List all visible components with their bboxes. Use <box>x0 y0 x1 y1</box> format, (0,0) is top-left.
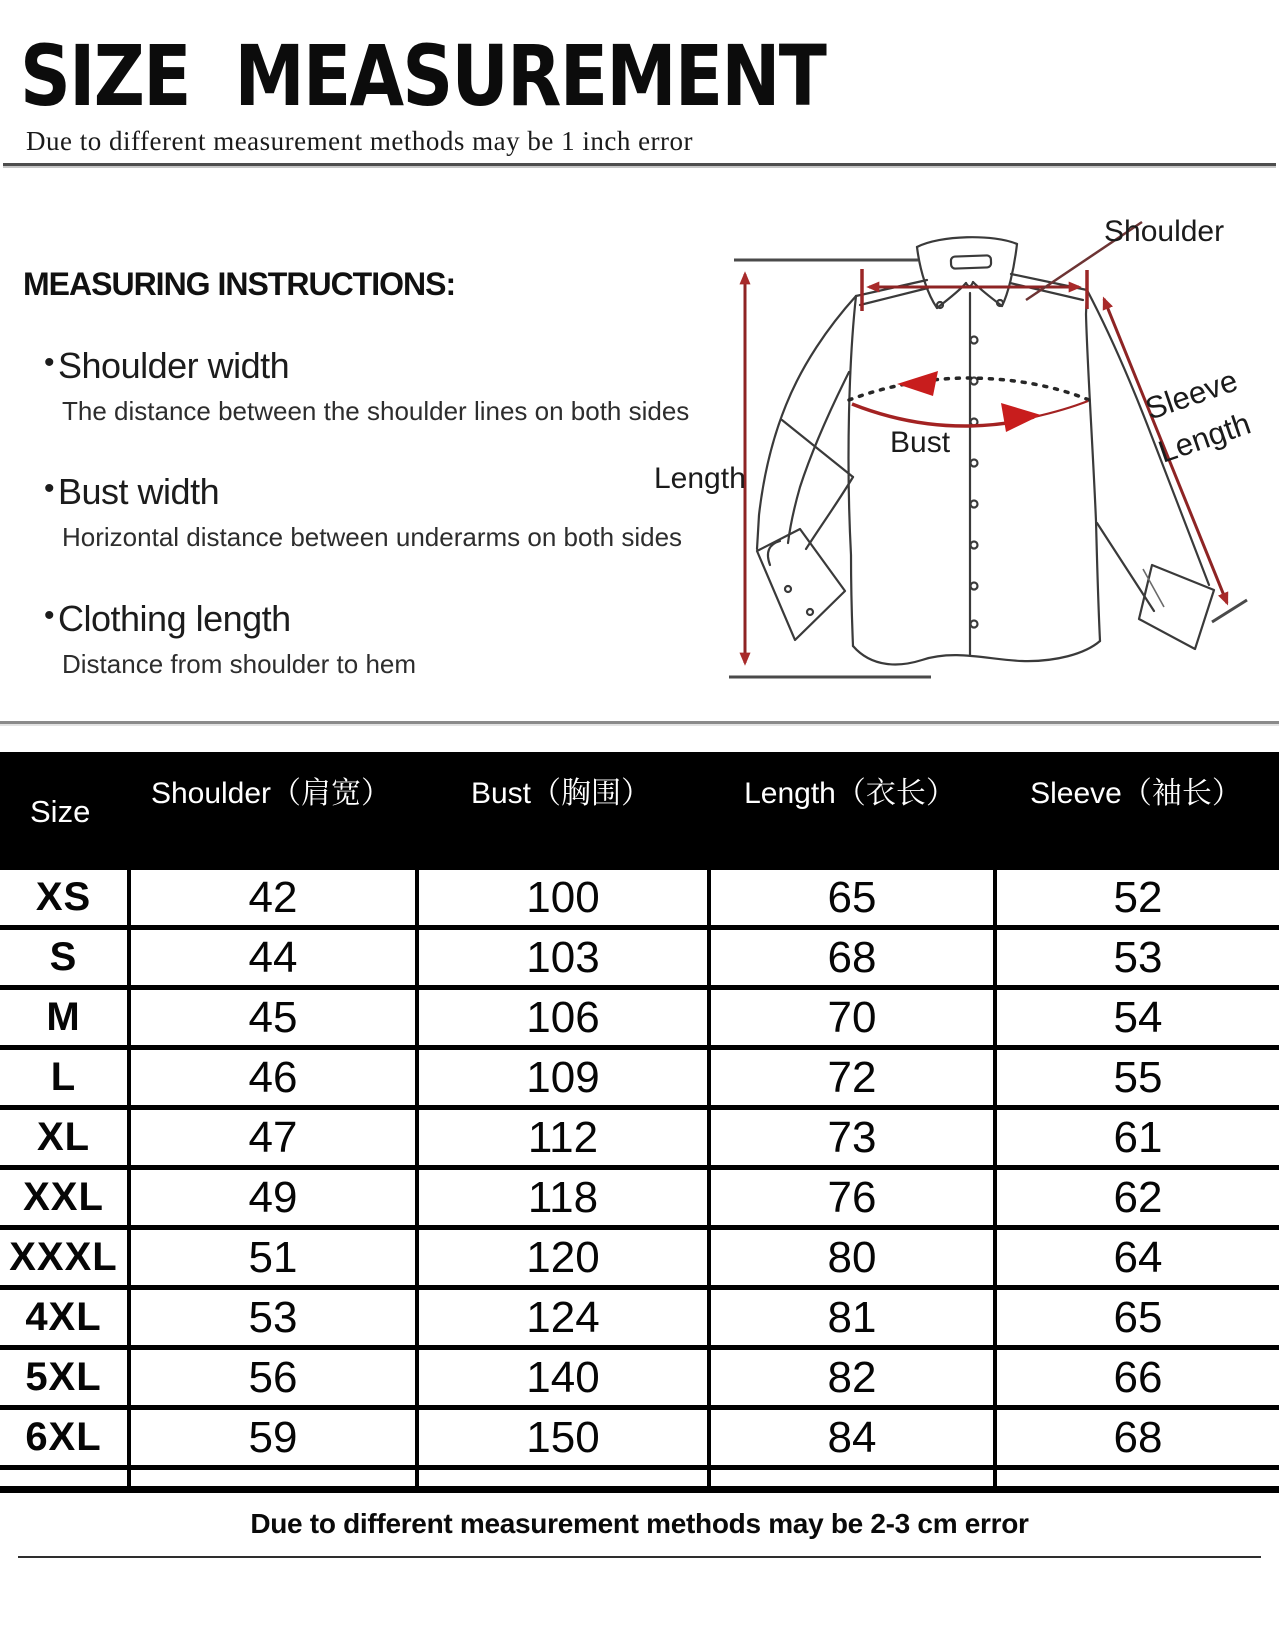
instruction-desc-length: Distance from shoulder to hem <box>62 649 417 679</box>
table-row <box>0 870 1279 930</box>
sleeve-cell: 61 <box>993 1110 1279 1165</box>
size-cell: XXL <box>23 1175 104 1219</box>
shoulder-cell: 51 <box>127 1230 415 1285</box>
divider-table-top <box>0 721 1279 726</box>
length-cell: 70 <box>707 990 993 1045</box>
sleeve-cell: 54 <box>993 990 1279 1045</box>
shoulder-cell: 45 <box>127 990 415 1045</box>
shoulder-cell: 56 <box>127 1350 415 1405</box>
instruction-term-shoulder <box>44 345 289 387</box>
bust-cell: 120 <box>415 1230 707 1285</box>
table-row <box>0 1410 1279 1470</box>
size-cell: 6XL <box>25 1415 102 1459</box>
shoulder-cell: 53 <box>127 1290 415 1345</box>
shoulder-cell: 42 <box>127 870 415 925</box>
size-cell: XS <box>35 875 92 919</box>
sleeve-cell: 53 <box>993 930 1279 985</box>
instruction-term-bust <box>44 471 219 513</box>
length-cell: 84 <box>707 1410 993 1465</box>
table-row <box>0 990 1279 1050</box>
instruction-desc-bust: Horizontal distance between underarms on both sides <box>62 522 683 552</box>
bust-cell: 109 <box>415 1050 707 1105</box>
instruction-term-label: Bust width <box>58 471 220 512</box>
size-table <box>0 870 1279 1493</box>
bullet-icon: • <box>44 346 55 379</box>
shirt-outline-drawing <box>757 237 1214 664</box>
shoulder-cell: 47 <box>127 1110 415 1165</box>
length-cell: 72 <box>707 1050 993 1105</box>
table-row <box>0 1110 1279 1170</box>
bullet-icon: • <box>44 472 55 505</box>
sleeve-cell: 68 <box>993 1410 1279 1465</box>
instruction-term-label: Clothing length <box>58 598 291 639</box>
bust-label: Bust <box>890 426 951 459</box>
size-cell: 5XL <box>25 1355 102 1399</box>
footer-note: Due to different measurement methods may be 2-3 cm error <box>250 1508 1029 1539</box>
length-cell: 65 <box>707 870 993 925</box>
shirt-measurement-diagram <box>598 175 1273 695</box>
length-measure-annotation <box>729 260 931 677</box>
size-cell: M <box>46 995 81 1039</box>
bust-cell: 103 <box>415 930 707 985</box>
size-cell: 4XL <box>25 1295 102 1339</box>
column-header-size: Size <box>30 794 91 829</box>
shoulder-cell: 49 <box>127 1170 415 1225</box>
bust-cell: 118 <box>415 1170 707 1225</box>
bust-cell: 106 <box>415 990 707 1045</box>
instruction-term-length <box>44 598 291 640</box>
table-row <box>0 1050 1279 1110</box>
table-row <box>0 1230 1279 1290</box>
sleeve-length-label-line2: Length <box>1153 405 1255 470</box>
column-header-bust: Bust（胸围） <box>470 777 652 810</box>
sleeve-cell: 66 <box>993 1350 1279 1405</box>
shoulder-cell: 59 <box>127 1410 415 1465</box>
instructions-heading: MEASURING INSTRUCTIONS: <box>23 266 456 302</box>
shoulder-label: Shoulder <box>1104 215 1225 248</box>
length-cell: 82 <box>707 1350 993 1405</box>
table-row <box>0 1170 1279 1230</box>
sleeve-cell: 52 <box>993 870 1279 925</box>
sleeve-cell: 55 <box>993 1050 1279 1105</box>
sleeve-cell: 64 <box>993 1230 1279 1285</box>
size-cell: S <box>49 935 78 979</box>
shoulder-cell: 44 <box>127 930 415 985</box>
table-row <box>0 930 1279 990</box>
page-title: SIZE MEASUREMENT <box>20 27 826 125</box>
bullet-icon: • <box>44 599 55 632</box>
instruction-desc-shoulder: The distance between the shoulder lines on both sides <box>62 396 690 426</box>
bust-cell: 150 <box>415 1410 707 1465</box>
size-cell: XL <box>36 1115 91 1159</box>
size-cell: XXXL <box>9 1235 118 1279</box>
column-header-sleeve: Sleeve（袖长） <box>1030 777 1242 810</box>
table-empty-row <box>0 1470 1279 1493</box>
bust-cell: 100 <box>415 870 707 925</box>
column-header-length: Length（衣长） <box>744 777 956 810</box>
length-cell: 76 <box>707 1170 993 1225</box>
sleeve-cell: 65 <box>993 1290 1279 1345</box>
divider-top <box>3 163 1276 168</box>
length-cell: 80 <box>707 1230 993 1285</box>
size-cell: L <box>50 1055 77 1099</box>
length-cell: 73 <box>707 1110 993 1165</box>
shoulder-cell: 46 <box>127 1050 415 1105</box>
instruction-term-label: Shoulder width <box>58 345 290 386</box>
size-table-header <box>0 752 1279 870</box>
length-cell: 81 <box>707 1290 993 1345</box>
length-cell: 68 <box>707 930 993 985</box>
bust-cell: 140 <box>415 1350 707 1405</box>
sleeve-cell: 62 <box>993 1170 1279 1225</box>
length-label: Length <box>654 462 746 495</box>
page-subtitle: Due to different measurement methods may be 1 inch error <box>26 126 694 156</box>
table-row <box>0 1290 1279 1350</box>
table-row <box>0 1350 1279 1410</box>
sleeve-length-label-line1: Sleeve <box>1140 362 1242 427</box>
bust-cell: 112 <box>415 1110 707 1165</box>
bust-cell: 124 <box>415 1290 707 1345</box>
column-header-shoulder: Shoulder（肩宽） <box>150 777 392 810</box>
shoulder-measure-annotation <box>862 222 1142 311</box>
divider-bottom <box>18 1556 1261 1558</box>
